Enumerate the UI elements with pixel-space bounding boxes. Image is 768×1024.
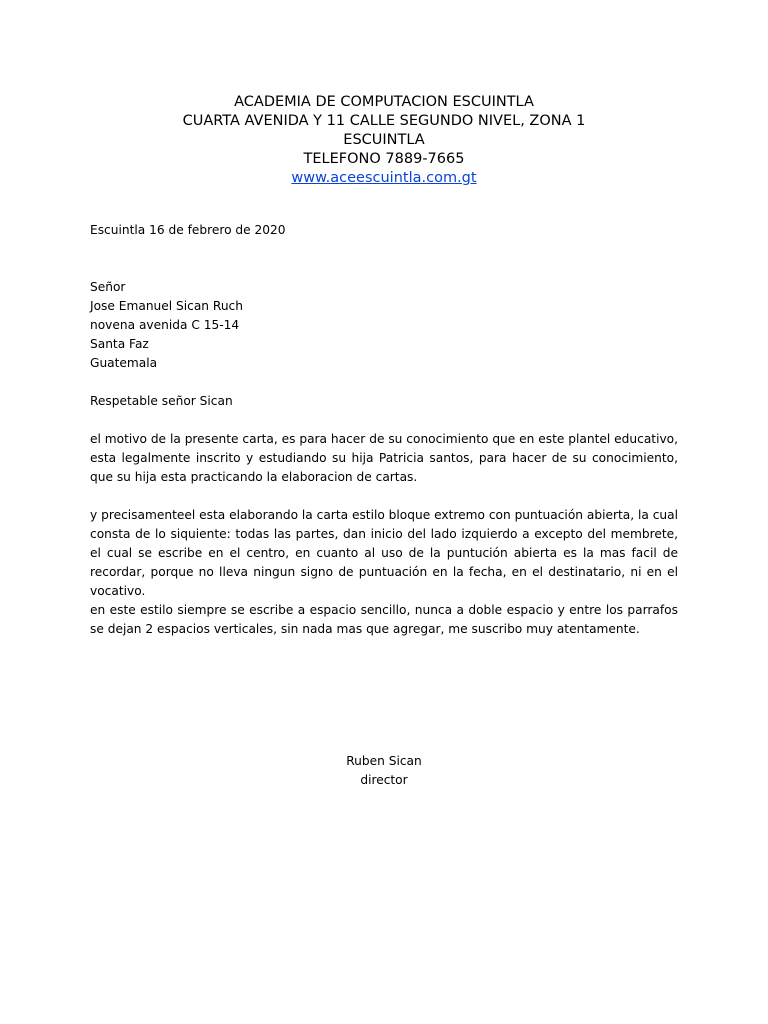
letterhead-organization: ACADEMIA DE COMPUTACION ESCUINTLA — [234, 94, 534, 110]
signature-block — [0, 752, 768, 790]
recipient-country: Guatemala — [90, 356, 158, 370]
body-paragraph: el motivo de la presente carta, es para hacer de su conocimiento que en este plantel educativo, esta legalmente inscrito y estudiando su hija Patricia santos, para hacer de su conocimiento, que su hija esta practicando la elaboracion de cartas. — [90, 432, 678, 484]
body-paragraph: en este estilo siempre se escribe a espacio sencillo, nunca a doble espacio y entre los parrafos se dejan 2 espacios verticales, sin nada mas que agregar, me suscribo muy atentamente. — [90, 603, 678, 636]
signatory-name: Ruben Sican — [346, 754, 422, 768]
recipient-area: Santa Faz — [90, 337, 149, 351]
letterhead — [0, 93, 768, 188]
website-link[interactable]: www.aceescuintla.com.gt — [291, 170, 477, 186]
letterhead-address: CUARTA AVENIDA Y 11 CALLE SEGUNDO NIVEL, ZONA 1 — [182, 113, 586, 129]
letterhead-phone: TELEFONO 7889-7665 — [303, 151, 465, 167]
recipient-name: Jose Emanuel Sican Ruch — [90, 299, 243, 313]
letterhead-city: ESCUINTLA — [343, 132, 425, 148]
salutation: Respetable señor Sican — [90, 394, 233, 408]
letter-date: Escuintla 16 de febrero de 2020 — [90, 223, 286, 237]
recipient-street: novena avenida C 15-14 — [90, 318, 240, 332]
recipient-block — [90, 278, 243, 373]
signatory-role: director — [360, 773, 408, 787]
body-paragraph: y precisamenteel esta elaborando la carta estilo bloque extremo con puntuación abierta, la cual consta de lo siquiente: todas las partes, dan inicio del lado izquierdo a excepto del membrete, el cual se escribe en el centro, en cuanto al uso de la puntución abierta es la mas facil de recordar, porque no lleva ningun signo de puntuación en la fecha, en el destinatario, ni en el vocativo. — [90, 508, 678, 598]
recipient-title: Señor — [90, 280, 126, 294]
